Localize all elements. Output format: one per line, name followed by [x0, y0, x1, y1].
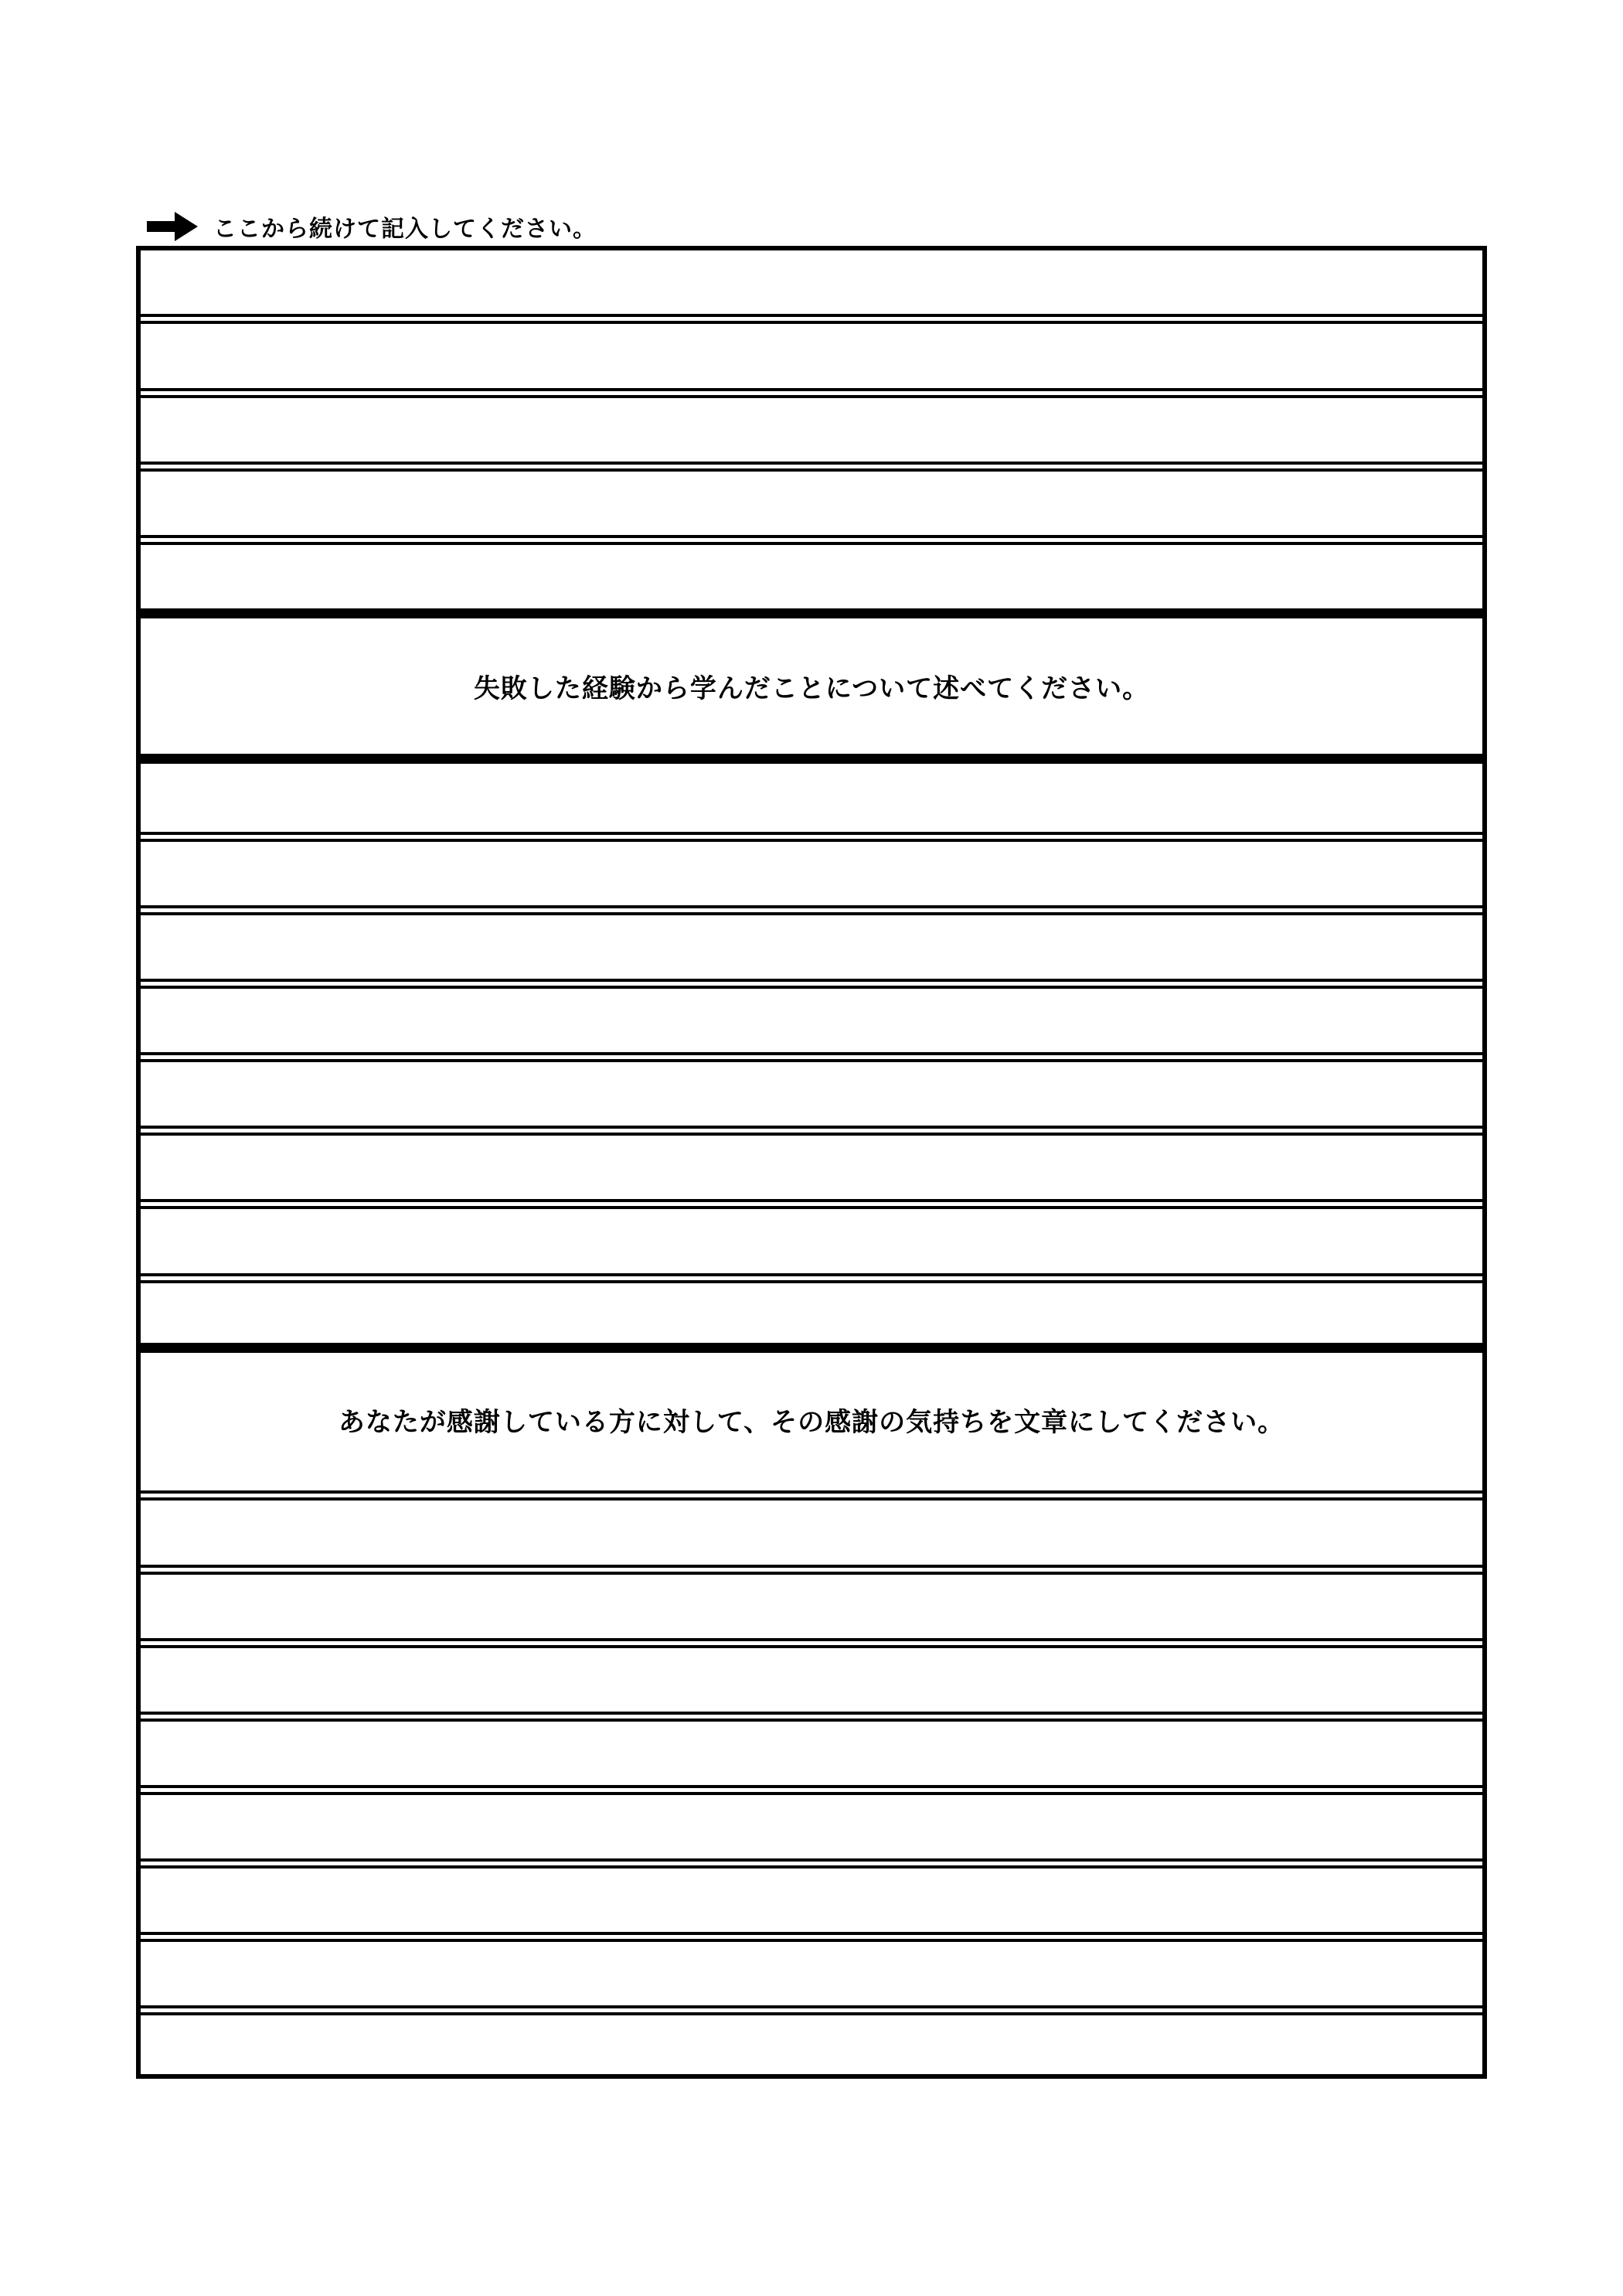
writing-line-divider	[141, 832, 1482, 835]
writing-line-divider	[141, 905, 1482, 908]
answer-form	[136, 246, 1487, 2079]
continue-instruction	[147, 207, 597, 246]
writing-line-divider	[141, 1932, 1482, 1935]
writing-line-divider	[141, 462, 1482, 465]
writing-line-divider	[141, 1052, 1482, 1055]
instruction-text: ここから続けて記入してください。	[213, 216, 597, 243]
writing-line-divider	[141, 1199, 1482, 1202]
writing-line-divider	[141, 1273, 1482, 1276]
writing-line-divider	[141, 979, 1482, 982]
writing-line-divider	[141, 2005, 1482, 2008]
writing-line-divider	[141, 1858, 1482, 1862]
section-divider	[141, 1343, 1482, 1353]
right-arrow-icon	[147, 212, 198, 241]
writing-line-divider	[141, 1638, 1482, 1641]
writing-line-divider	[141, 1126, 1482, 1129]
section-divider	[141, 754, 1482, 764]
section-divider	[141, 608, 1482, 618]
writing-line-divider	[141, 314, 1482, 317]
section-prompt-failure: 失敗した経験から学んだことについて述べてください。	[473, 673, 1150, 704]
writing-line-divider	[141, 535, 1482, 538]
writing-line-divider	[141, 388, 1482, 391]
section-prompt-gratitude: あなたが感謝している方に対して、その感謝の気持ちを文章にしてください。	[338, 1406, 1285, 1438]
writing-line-divider	[141, 1565, 1482, 1568]
section-divider-double	[141, 1490, 1482, 1494]
writing-line-divider	[141, 1712, 1482, 1715]
writing-line-divider	[141, 1785, 1482, 1788]
